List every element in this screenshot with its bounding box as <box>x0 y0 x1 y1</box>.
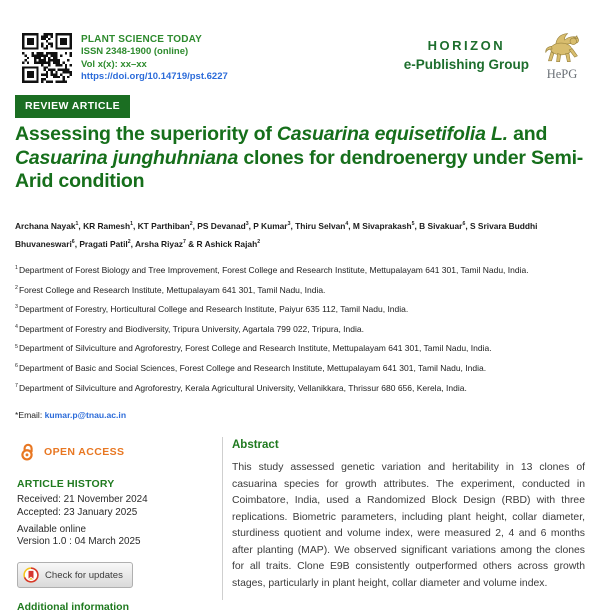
affiliation-line: $^2$Forest College and Research Institute, Mettupalayam 641 301, Tamil Nadu, India. <box>15 284 326 295</box>
version-date: Version 1.0 : 04 March 2025 <box>17 536 141 548</box>
publisher-name-line1: HORIZON <box>427 38 506 53</box>
author-list: Archana Nayak$^1$, KR Ramesh$^1$, KT Parthiban$^2$, PS Devanad$^3$, P Kumar$^3$, Thiru Selvan$^4$, M Sivaprakash$^5$, B Sivakuar$^6$, S Srivara Buddhi Bhuvaneswari$^6$, Pragati Patil$^2$, Arsha Riyaz$^7$ & R Ashick Rajah$^2$ <box>15 221 538 249</box>
affiliation-line: $^7$Department of Silviculture and Agroforestry, Kerala Agricultural University, Vellanikkara, Thrissur 680 656, Kerela, India. <box>15 382 467 393</box>
publisher-block <box>404 30 588 80</box>
corresponding-email <box>15 410 126 420</box>
publisher-name <box>404 38 529 72</box>
email-link[interactable]: kumar.p@tnau.ac.in <box>44 410 127 420</box>
journal-info <box>81 33 228 84</box>
affiliation-line: $^6$Department of Basic and Social Sciences, Forest College and Research Institute, Mettupalayam 641 301, Tamil Nadu, India. <box>15 362 487 373</box>
crossmark-icon <box>23 567 39 583</box>
qr-code-icon <box>22 33 72 83</box>
open-access-row <box>17 441 212 463</box>
affiliation-line: $^1$Department of Forest Biology and Tree Improvement, Forest College and Research Institute, Mettupalayam 641 301, Tamil Nadu, India. <box>15 265 529 275</box>
open-access-lock-icon <box>17 441 37 463</box>
received-date: Received: 21 November 2024 <box>17 494 148 505</box>
abstract-text: This study assessed genetic variation and heritability in 13 clones of casuarina species for growth attributes. The experiment, conducted in Coimbatore, India, used a Randomized Block Design (RBD) with three replications. Biometric parameters, including plant height, collar diameter, sturdiness quotient and volume index, were measured 2, 4 and 6 months after planting (MAP). We observed significant variations among the clones for all traits. Clone E9B consistently outperformed others across growth stages, particularly in plant height, collar diameter and volume index. <box>232 462 585 589</box>
accepted-date: Accepted: 23 January 2025 <box>17 506 138 518</box>
metadata-column <box>17 441 212 613</box>
affiliation-list <box>15 265 593 402</box>
affiliation-line: $^4$Department of Forestry and Biodiversity, Tripura University, Agartala 799 022, Tripura, India. <box>15 323 364 334</box>
winged-lion-icon <box>539 30 585 68</box>
check-for-updates-button[interactable] <box>17 562 133 588</box>
check-for-updates-label: Check for updates <box>45 569 123 581</box>
journal-issn: ISSN 2348-1900 (online) <box>81 46 189 58</box>
article-title: Assessing the superiority of Casuarina equisetifolia L. and Casuarina junghuhniana clones for dendroenergy under Semi-Arid condition <box>15 123 584 192</box>
column-divider <box>222 437 223 600</box>
abstract-heading: Abstract <box>232 439 279 451</box>
open-access-label: OPEN ACCESS <box>44 446 125 458</box>
journal-volume: Vol x(x): xx–xx <box>81 58 147 70</box>
email-label: *Email: <box>15 410 43 420</box>
journal-header <box>22 33 228 84</box>
journal-name: PLANT SCIENCE TODAY <box>81 34 203 45</box>
abstract-section <box>232 439 585 592</box>
publisher-name-line2: e-Publishing Group <box>403 57 529 72</box>
article-type-badge: REVIEW ARTICLE <box>15 95 130 118</box>
affiliation-line: $^3$Department of Forestry, Horticultural College and Research Institute, Paiyur 635 112, Tamil Nadu, India. <box>15 304 409 315</box>
article-history-heading: ARTICLE HISTORY <box>17 478 115 490</box>
doi-link[interactable]: https://doi.org/10.14719/pst.6227 <box>81 71 228 83</box>
additional-information-heading: Additional information <box>17 601 129 613</box>
affiliation-line: $^5$Department of Silviculture and Agroforestry, Forest College and Research Institute, Mettupalayam 641 301, Tamil Nadu, India. <box>15 343 492 354</box>
publisher-abbr: HePG <box>546 67 578 81</box>
hepg-logo <box>536 30 588 80</box>
available-online: Available online <box>17 523 86 535</box>
